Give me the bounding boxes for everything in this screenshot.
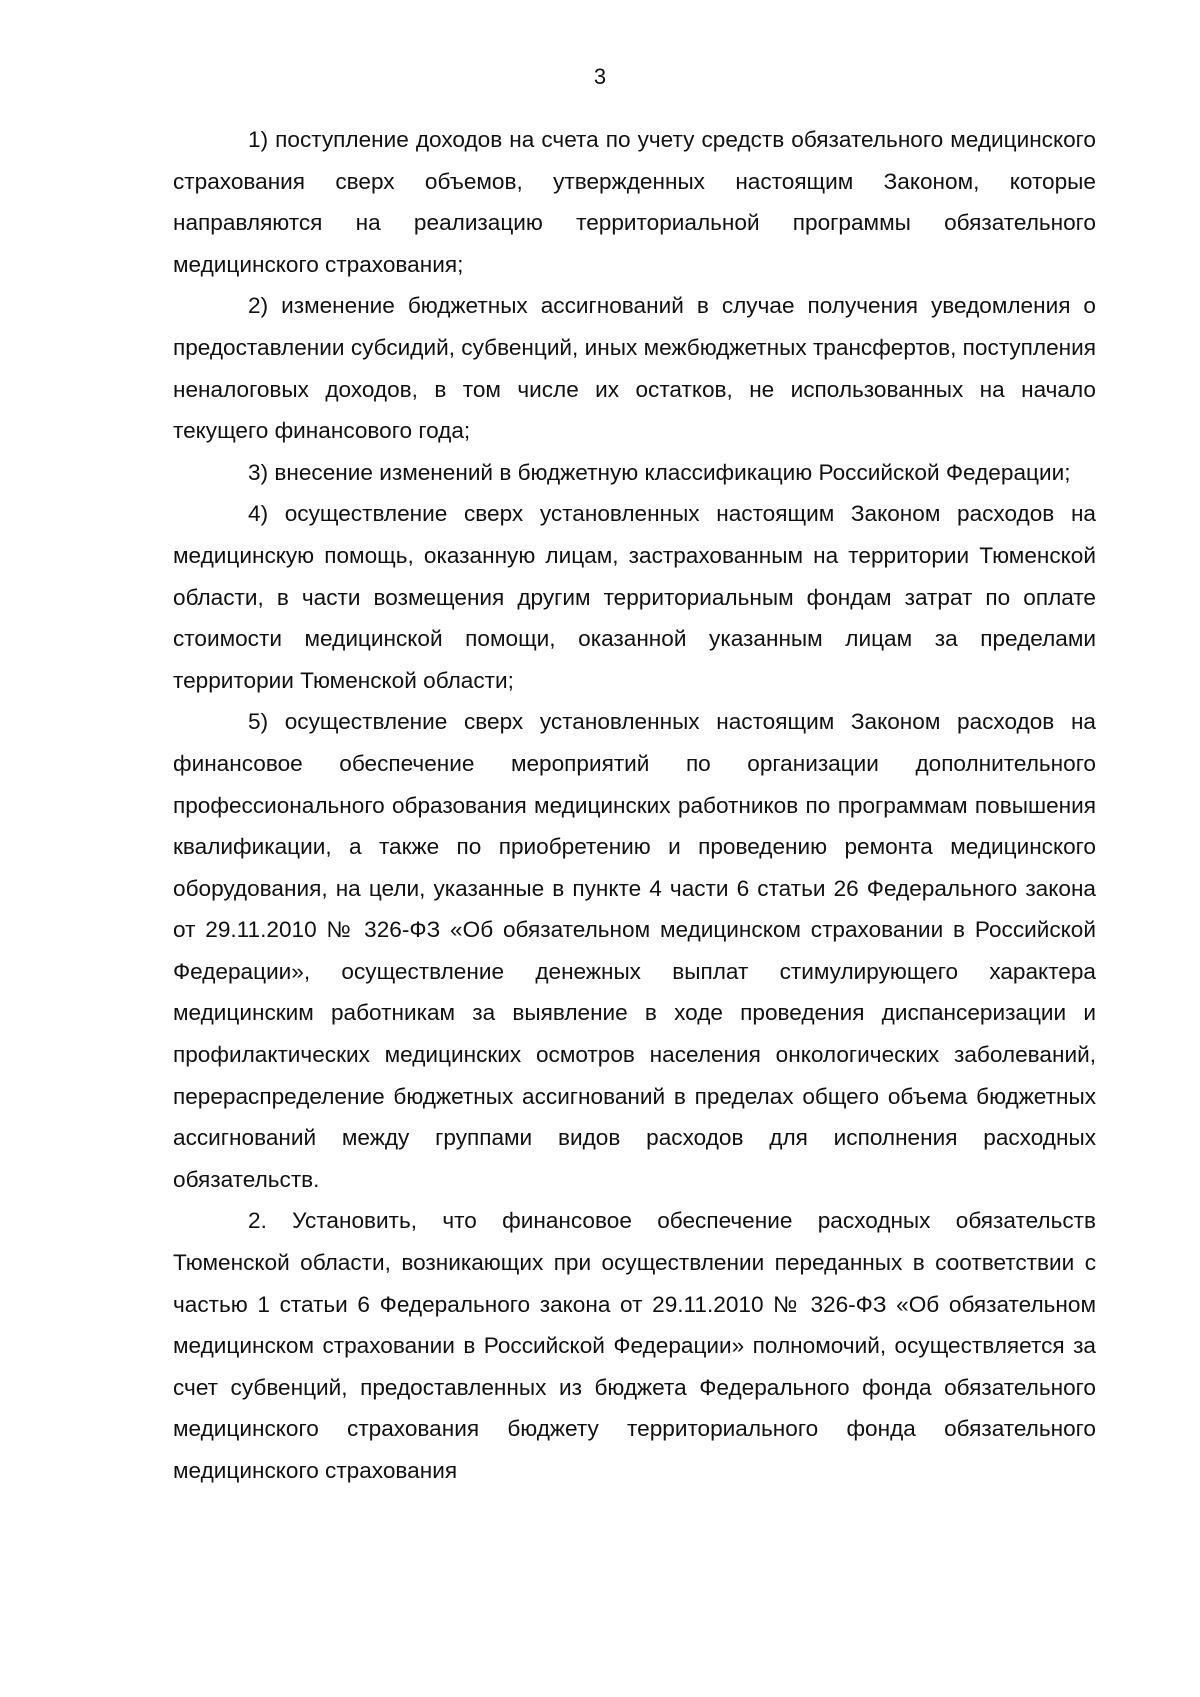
paragraph-item-1: 1) поступление доходов на счета по учету средств обязательного медицинского страхования сверх объемов, утвержденных настоящим Законом, которые направляются на реализацию территориальной программы обязательного медицинского страхования; xyxy=(173,127,1096,277)
paragraph-item-4: 4) осуществление сверх установленных настоящим Законом расходов на медицинскую помощь, оказанную лицам, застрахованным на территории Тюменской области, в части возмещения другим территориальным фондам затрат по оплате стоимости медицинской помощи, оказанной указанным лицам за пределами территории Тюменской области; xyxy=(173,501,1096,693)
document-body xyxy=(173,119,1096,1492)
page-number: 3 xyxy=(593,64,607,89)
paragraph-item-5: 5) осуществление сверх установленных настоящим Законом расходов на финансовое обеспечение мероприятий по организации дополнительного профессионального образования медицинских работников по программам повышения квалификации, а также по приобретению и проведению ремонта медицинского оборудования, на цели, указанные в пункте 4 части 6 статьи 26 Федерального закона от 29.11.2010 № 326-ФЗ «Об обязательном медицинском страховании в Российской Федерации», осуществление денежных выплат стимулирующего характера медицинским работникам за выявление в ходе проведения диспансеризации и профилактических медицинских осмотров населения онкологических заболеваний, перераспределение бюджетных ассигнований в пределах общего объема бюджетных ассигнований между группами видов расходов для исполнения расходных обязательств. xyxy=(173,709,1096,1192)
paragraph-item-3: 3) внесение изменений в бюджетную классификацию Российской Федерации; xyxy=(248,459,1071,485)
paragraph-item-2: 2) изменение бюджетных ассигнований в случае получения уведомления о предоставлении субсидий, субвенций, иных межбюджетных трансфертов, поступления неналоговых доходов, в том числе их остатков, не использованных на начало текущего финансового года; xyxy=(173,293,1096,444)
paragraph-point-2: 2. Установить, что финансовое обеспечение расходных обязательств Тюменской области, возникающих при осуществлении переданных в соответствии с частью 1 статьи 6 Федерального закона от 29.11.2010 № 326-ФЗ «Об обязательном медицинском страховании в Российской Федерации» полномочий, осуществляется за счет субвенций, предоставленных из бюджета Федерального фонда обязательного медицинского страхования бюджету территориального фонда обязательного медицинского страхования xyxy=(173,1208,1096,1483)
